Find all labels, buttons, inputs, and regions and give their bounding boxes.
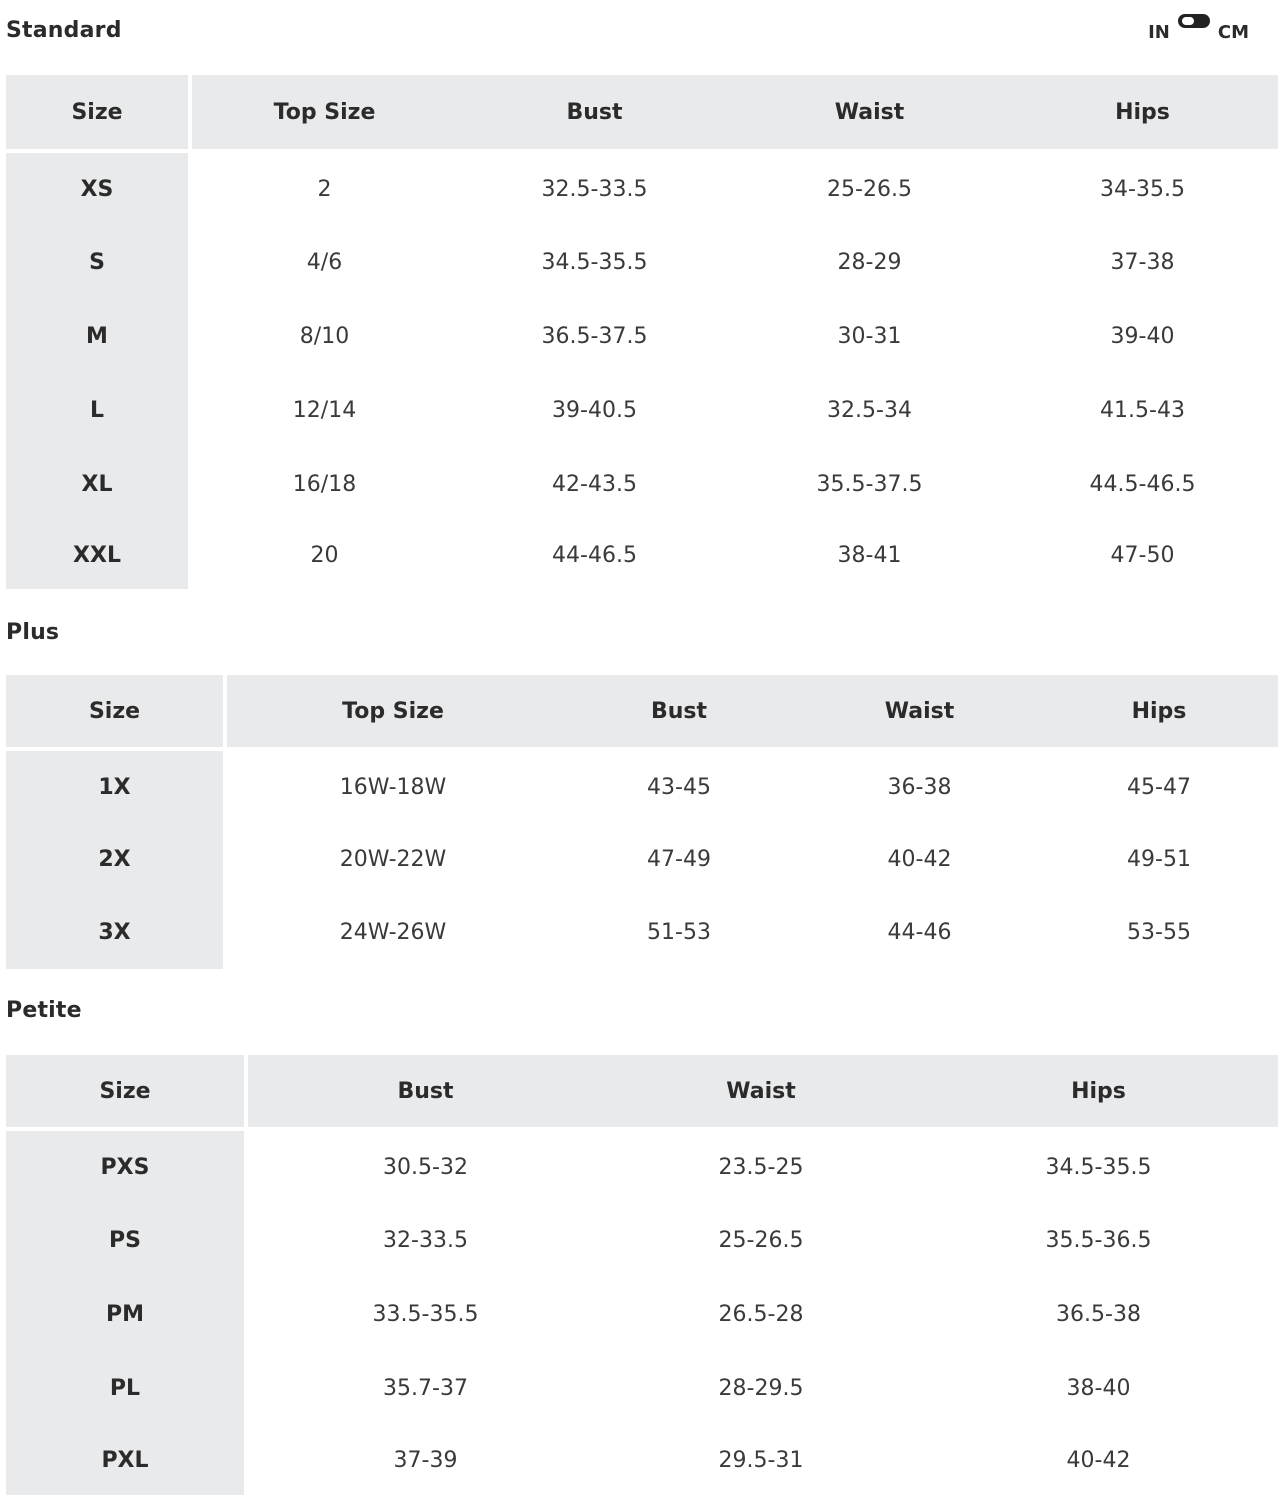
waist-cell: 28-29.5: [718, 1375, 804, 1401]
table-header-row: [6, 1055, 1278, 1131]
size-cell: L: [6, 373, 192, 447]
table-row: [6, 1277, 1278, 1351]
top-size-cell: 16/18: [292, 471, 357, 497]
size-cell: 3X: [6, 895, 227, 969]
top-size-cell: 4/6: [306, 249, 343, 275]
size-cell: 2X: [6, 823, 227, 895]
header-bust: Bust: [559, 675, 799, 751]
header-waist: Waist: [799, 675, 1040, 751]
waist-cell: 32.5-34: [827, 397, 912, 423]
table-row: [6, 299, 1278, 373]
top-size-cell: 20: [310, 542, 339, 568]
header-size: Size: [6, 1055, 248, 1131]
header-waist: Waist: [732, 75, 1007, 153]
plus-size-table: [6, 675, 1278, 969]
hips-cell: 36.5-38: [1056, 1301, 1141, 1327]
hips-cell: 41.5-43: [1100, 397, 1185, 423]
size-cell: PM: [6, 1277, 248, 1351]
waist-cell: 40-42: [887, 846, 952, 872]
hips-cell: 45-47: [1127, 774, 1191, 800]
header-hips: Hips: [1007, 75, 1278, 153]
table-row: [6, 751, 1278, 823]
header-size: Size: [6, 675, 227, 751]
unit-cm-label[interactable]: CM: [1217, 22, 1249, 43]
size-cell: PXS: [6, 1131, 248, 1203]
hips-cell: 34.5-35.5: [1045, 1154, 1152, 1180]
bust-cell: 51-53: [647, 919, 711, 945]
waist-cell: 29.5-31: [718, 1447, 804, 1473]
bust-cell: 39-40.5: [552, 397, 637, 423]
waist-cell: 23.5-25: [718, 1154, 804, 1180]
table-row: [6, 521, 1278, 589]
header-top-size: Top Size: [227, 675, 559, 751]
table-row: [6, 1203, 1278, 1277]
waist-cell: 30-31: [837, 323, 902, 349]
header-size: Size: [6, 75, 192, 153]
hips-cell: 44.5-46.5: [1089, 471, 1196, 497]
top-size-cell: 16W-18W: [339, 774, 447, 800]
bust-cell: 42-43.5: [552, 471, 637, 497]
top-size-cell: 2: [317, 176, 332, 202]
header-waist: Waist: [603, 1055, 919, 1131]
standard-size-table: [6, 75, 1278, 589]
hips-cell: 38-40: [1066, 1375, 1131, 1401]
bust-cell: 36.5-37.5: [541, 323, 648, 349]
size-cell: M: [6, 299, 192, 373]
bust-cell: 33.5-35.5: [372, 1301, 479, 1327]
unit-in-label[interactable]: IN: [1148, 22, 1170, 43]
toggle-switch-icon[interactable]: [1178, 14, 1210, 28]
waist-cell: 25-26.5: [827, 176, 912, 202]
petite-title: Petite: [6, 998, 82, 1023]
bust-cell: 43-45: [647, 774, 711, 800]
hips-cell: 40-42: [1066, 1447, 1131, 1473]
size-cell: PS: [6, 1203, 248, 1277]
header-hips: Hips: [1040, 675, 1278, 751]
table-row: [6, 1131, 1278, 1203]
bust-cell: 32-33.5: [383, 1227, 468, 1253]
size-cell: 1X: [6, 751, 227, 823]
size-cell: S: [6, 225, 192, 299]
waist-cell: 44-46: [887, 919, 952, 945]
header-bust: Bust: [457, 75, 732, 153]
top-size-cell: 8/10: [299, 323, 350, 349]
table-row: [6, 823, 1278, 895]
bust-cell: 44-46.5: [552, 542, 637, 568]
hips-cell: 37-38: [1110, 249, 1175, 275]
bust-cell: 34.5-35.5: [541, 249, 648, 275]
hips-cell: 39-40: [1110, 323, 1175, 349]
size-cell: XL: [6, 447, 192, 521]
table-row: [6, 373, 1278, 447]
table-row: [6, 1425, 1278, 1495]
hips-cell: 34-35.5: [1100, 176, 1185, 202]
waist-cell: 38-41: [837, 542, 902, 568]
table-row: [6, 153, 1278, 225]
hips-cell: 53-55: [1127, 919, 1191, 945]
table-row: [6, 1351, 1278, 1425]
bust-cell: 32.5-33.5: [541, 176, 648, 202]
top-size-cell: 20W-22W: [339, 846, 447, 872]
table-header-row: [6, 75, 1278, 153]
petite-size-table: [6, 1055, 1278, 1495]
header-bust: Bust: [248, 1055, 603, 1131]
table-row: [6, 225, 1278, 299]
waist-cell: 36-38: [887, 774, 952, 800]
table-row: [6, 895, 1278, 969]
size-cell: PL: [6, 1351, 248, 1425]
size-cell: XXL: [6, 521, 192, 589]
hips-cell: 47-50: [1110, 542, 1175, 568]
bust-cell: 30.5-32: [383, 1154, 468, 1180]
hips-cell: 35.5-36.5: [1045, 1227, 1152, 1253]
bust-cell: 47-49: [647, 846, 711, 872]
waist-cell: 28-29: [837, 249, 902, 275]
top-size-cell: 24W-26W: [339, 919, 447, 945]
table-header-row: [6, 675, 1278, 751]
size-cell: XS: [6, 153, 192, 225]
bust-cell: 37-39: [393, 1447, 458, 1473]
plus-title: Plus: [6, 620, 60, 645]
standard-title: Standard: [6, 18, 122, 43]
top-size-cell: 12/14: [292, 397, 357, 423]
waist-cell: 25-26.5: [718, 1227, 804, 1253]
bust-cell: 35.7-37: [383, 1375, 468, 1401]
table-row: [6, 447, 1278, 521]
size-cell: PXL: [6, 1425, 248, 1495]
header-hips: Hips: [919, 1055, 1278, 1131]
unit-toggle[interactable]: [1148, 14, 1249, 43]
waist-cell: 35.5-37.5: [816, 471, 923, 497]
hips-cell: 49-51: [1127, 846, 1191, 872]
waist-cell: 26.5-28: [718, 1301, 804, 1327]
header-top-size: Top Size: [192, 75, 457, 153]
